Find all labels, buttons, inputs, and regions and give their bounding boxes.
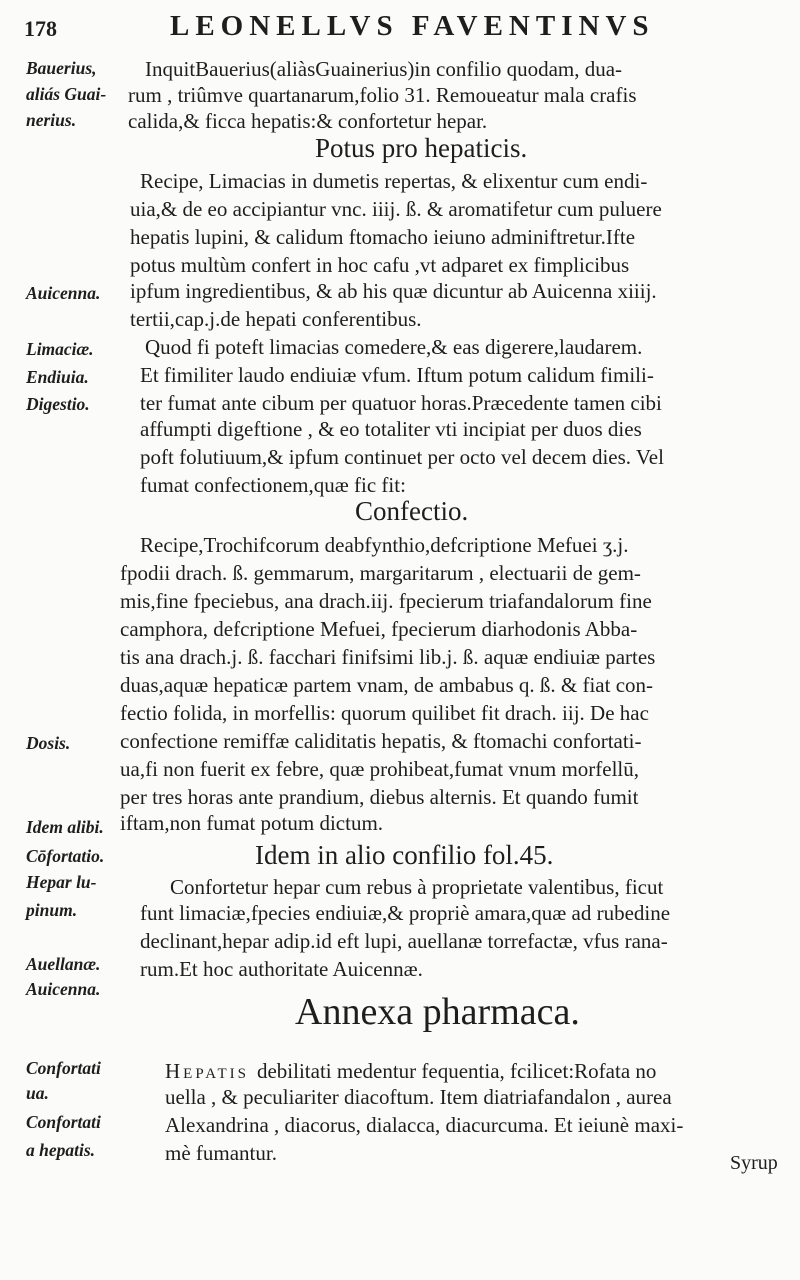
text-line: fumat confectionem,quæ fic fit: — [140, 473, 406, 497]
text-line: rum.Et hoc authoritate Auicennæ. — [140, 957, 423, 981]
margin-note: a hepatis. — [26, 1140, 96, 1160]
margin-note: Auicenna. — [26, 979, 101, 999]
margin-note: Dosis. — [26, 733, 71, 753]
text-line: Recipe, Limacias in dumetis repertas, & elixentur cum endi- — [140, 169, 648, 193]
page-number: 178 — [24, 16, 57, 41]
heading-idem: Idem in alio confilio fol.45. — [255, 840, 554, 870]
text-line: Et fimiliter laudo endiuiæ vfum. Iftum potum calidum fimili- — [140, 363, 654, 387]
margin-note: aliás Guai- — [26, 84, 107, 104]
text-line: mè fumantur. — [165, 1141, 277, 1165]
margin-note: pinum. — [26, 900, 78, 920]
text-line: Confortetur hepar cum rebus à proprietate valentibus, ficut — [170, 875, 664, 899]
catchword: Syrup — [730, 1152, 778, 1174]
text-line: camphora, defcriptione Mefuei, fpecierum diarhodonis Abba- — [120, 617, 638, 641]
heading-potus: Potus pro hepaticis. — [315, 133, 528, 163]
margin-note: Digestio. — [26, 394, 90, 414]
text-line: Alexandrina , diacorus, dialacca, diacurcuma. Et ieiunè maxi- — [165, 1113, 684, 1137]
text-line: fectio folida, in morfellis: quorum quilibet fit drach. iij. De hac — [120, 701, 649, 725]
text-line: duas,aquæ hepaticæ partem vnam, de ambabus q. ß. & fiat con- — [120, 673, 654, 697]
text-line: uia,& de eo accipiantur vnc. iiij. ß. & aromatifetur cum puluere — [130, 197, 662, 221]
text-line: ipfum ingredientibus, & ab his quæ dicuntur ab Auicenna xiiij. — [130, 279, 657, 303]
text-line: poft folutiuum,& ipfum continuet per octo vel decem dies. Vel — [140, 445, 664, 469]
margin-note: ua. — [26, 1083, 49, 1103]
text-line: per tres horas ante prandium, diebus alternis. Et quando fumit — [120, 785, 639, 809]
margin-note: Idem alibi. — [26, 817, 104, 837]
margin-note: Auellanæ. — [26, 954, 101, 974]
text-line: mis,fine fpeciebus, ana drach.iij. fpecierum triafandalorum fine — [120, 589, 652, 613]
text-line: iftam,non fumat potum dictum. — [120, 811, 384, 835]
margin-note: Confortati — [26, 1058, 101, 1078]
text-line: tis ana drach.j. ß. facchari finifsimi lib.j. ß. aquæ endiuiæ partes — [120, 645, 656, 669]
margin-note: Endiuia. — [26, 367, 89, 387]
running-title: LEONELLVS FAVENTINVS — [170, 10, 655, 42]
text-line: tertii,cap.j.de hepati conferentibus. — [130, 307, 422, 331]
text-line: fpodii drach. ß. gemmarum, margaritarum , electuarii de gem- — [120, 561, 641, 585]
text-line: calida,& ficca hepatis:& confortetur hepar. — [128, 109, 488, 133]
margin-note: Confortati — [26, 1112, 101, 1132]
text-line: ter fumat ante cibum per quatuor horas.Præcedente tamen cibi — [140, 391, 662, 415]
margin-note: Bauerius, — [26, 58, 97, 78]
running-header — [0, 6, 800, 46]
lead-word: Hepatis — [165, 1059, 249, 1083]
text-line: ua,fi non fuerit ex febre, quæ prohibeat,fumat vnum morfellū, — [120, 757, 640, 781]
heading-confectio: Confectio. — [355, 496, 469, 526]
margin-note: Hepar lu- — [26, 872, 97, 892]
text-line: hepatis lupini, & calidum ftomacho ieiuno adminiftretur.Ifte — [130, 225, 636, 249]
margin-note: Cōfortatio. — [26, 846, 105, 866]
text-line: Recipe,Trochifcorum deabfynthio,defcriptione Mefuei ʒ.j. — [140, 533, 629, 557]
text-line: potus multùm confert in hoc cafu ,vt adparet ex fimplicibus — [130, 253, 630, 277]
text-line: funt limaciæ,fpecies endiuiæ,& propriè amara,quæ ad rubedine — [140, 901, 671, 925]
text-line: rum , triûmve quartanarum,folio 31. Remoueatur mala crafis — [128, 83, 637, 107]
text-line: Quod fi poteft limacias comedere,& eas digerere,laudarem. — [145, 335, 643, 359]
heading-annexa: Annexa pharmaca. — [295, 991, 580, 1033]
text-line: affumpti digeftione , & eo totaliter vti incipiat per duos dies — [140, 417, 642, 441]
text-line: InquitBauerius(aliàsGuainerius)in confilio quodam, dua- — [145, 57, 623, 81]
text-line: confectione remiffæ caliditatis hepatis, & ftomachi confortati- — [120, 729, 642, 753]
text-line: uella , & peculiariter diacoftum. Item diatriafandalon , aurea — [165, 1085, 672, 1109]
margin-note: Limaciæ. — [26, 339, 94, 359]
margin-note: Auicenna. — [26, 283, 101, 303]
margin-note: nerius. — [26, 110, 77, 130]
lead-line-text: debilitati medentur fequentia, fcilicet:Rofata no — [256, 1059, 657, 1083]
text-line: declinant,hepar adip.id eft lupi, auellanæ torrefactæ, vfus rana- — [140, 929, 668, 953]
